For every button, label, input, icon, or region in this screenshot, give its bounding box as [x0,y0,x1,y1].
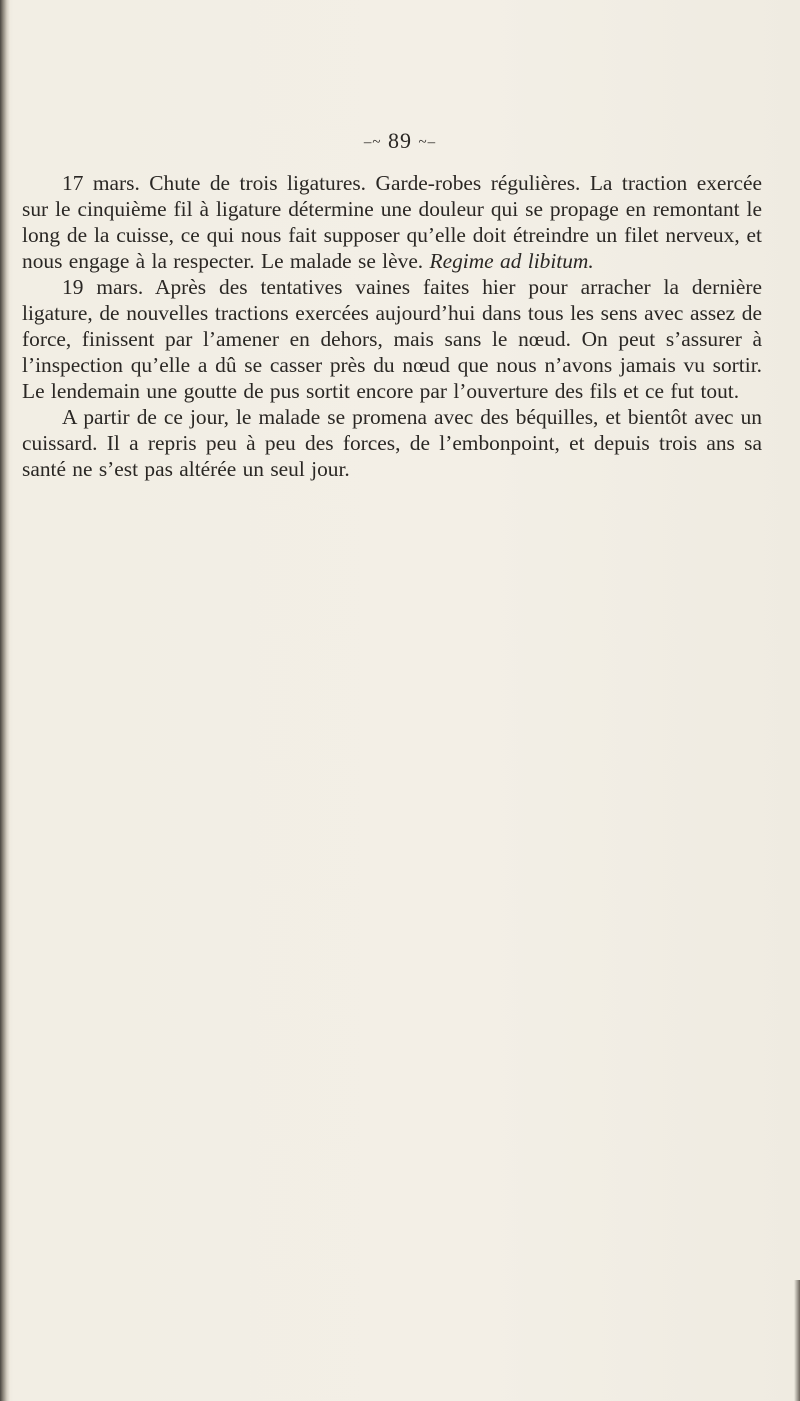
italic-regime: Regime ad libitum. [429,249,594,273]
paragraph-text: 17 mars. Chute de trois ligatures. Garde-robes régulières. La traction exercée sur le cinquième fil à ligature détermine une douleur qui se propage en remontant le long de la cuisse, ce qui nous fait supposer qu’elle doit étreindre un filet nerveux, et nous engage à la respecter. Le malade se lève. [22,171,762,273]
page-number [0,128,800,154]
page-edge-shadow [794,1280,800,1401]
paragraph-17-mars [22,170,762,274]
body-text [22,170,762,482]
binding-shadow [0,0,10,1401]
paragraph-a-partir [22,404,762,482]
page-number-dash-right: ~– [418,134,437,151]
page-number-value: 89 [388,128,412,153]
paragraph-text: 19 mars. Après des tentatives vaines faites hier pour arracher la dernière ligature, de nouvelles tractions exercées aujourd’hui dans tous les sens avec assez de force, finissent par l’amener en dehors, mais sans le nœud. On peut s’assurer à l’inspection qu’elle a dû se casser près du nœud que nous n’avons jamais vu sortir. Le lendemain une goutte de pus sortit encore par l’ouverture des fils et ce fut tout. [22,275,762,403]
paragraph-19-mars [22,274,762,404]
page-number-dash-left: –~ [363,134,382,151]
paragraph-text: A partir de ce jour, le malade se promena avec des béquilles, et bientôt avec un cuissard. Il a repris peu à peu des forces, de l’embonpoint, et depuis trois ans sa santé ne s’est pas altérée un seul jour. [22,405,762,481]
